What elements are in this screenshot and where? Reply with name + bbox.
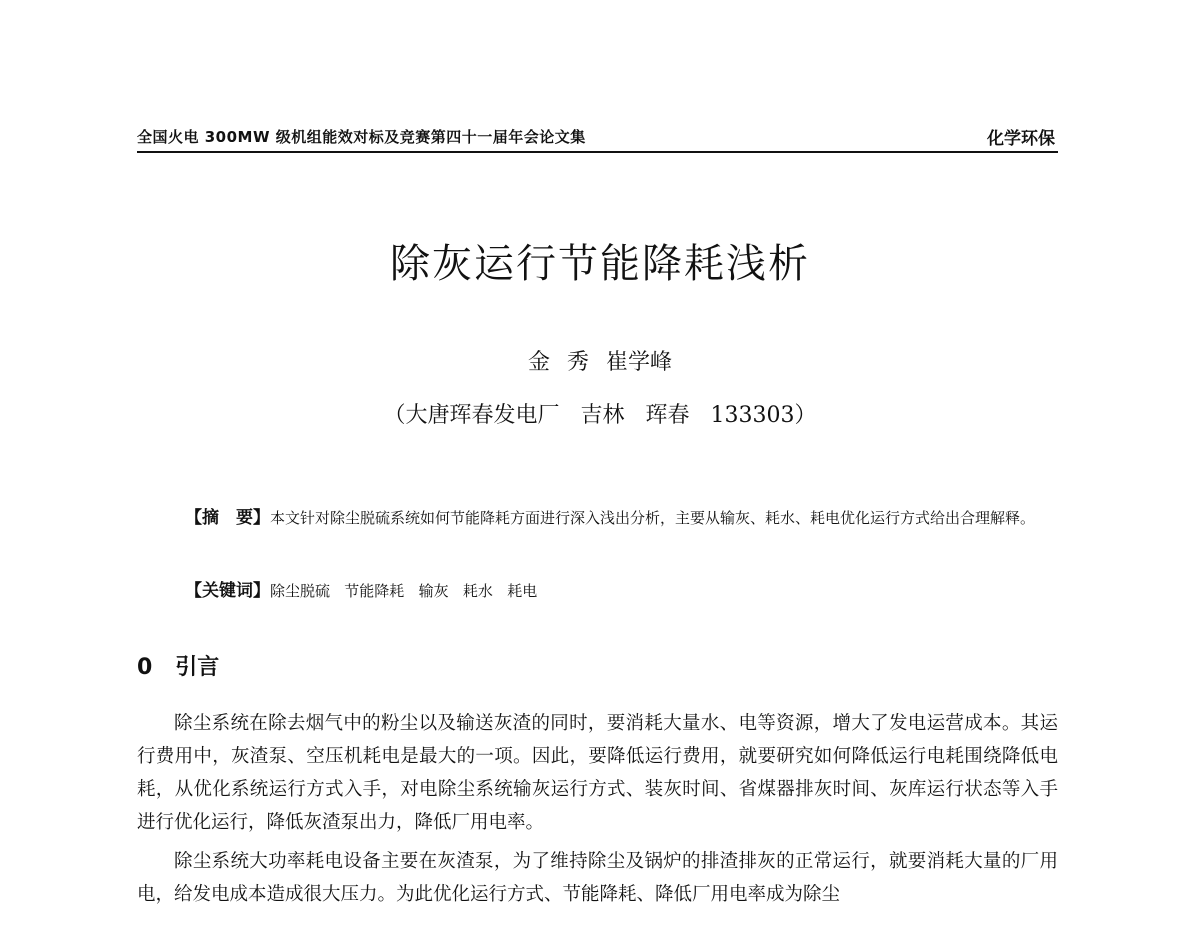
keywords-label: 【关键词】 [185,581,270,601]
running-header-left: 全国火电 300MW 级机组能效对标及竞赛第四十一届年会论文集 [137,128,586,146]
section-heading [137,650,219,681]
paper-authors: 金 秀 崔学峰 [528,350,672,375]
section-number: 0 [137,655,153,680]
running-header-right: 化学环保 [987,129,1055,149]
paragraph: 除尘系统在除去烟气中的粉尘以及输送灰渣的同时，要消耗大量水、电等资源，增大了发电运营成本。其运行费用中，灰渣泵、空压机耗电是最大的一项。因此，要降低运行费用，就要研究如何降低运行电耗围绕降低电耗，从优化系统运行方式入手，对电除尘系统输灰运行方式、装灰时间、省煤器排灰时间、灰库运行状态等入手进行优化运行，降低灰渣泵出力，降低厂用电率。 [137,713,1058,833]
paper-affiliation: （大唐珲春发电厂 吉林 珲春 133303） [383,403,817,428]
abstract-label: 【摘 要】 [185,508,270,528]
section-title: 引言 [175,655,220,680]
abstract [137,500,1058,537]
keywords [185,576,537,601]
header-rule [137,151,1058,153]
abstract-text: 本文针对除尘脱硫系统如何节能降耗方面进行深入浅出分析，主要从输灰、耗水、耗电优化运行方式给出合理解释。 [270,509,1036,527]
paper-title: 除灰运行节能降耗浅析 [390,241,810,287]
body-text [137,707,1058,917]
paragraph: 除尘系统大功率耗电设备主要在灰渣泵，为了维持除尘及锅炉的排渣排灰的正常运行，就要消耗大量的厂用电，给发电成本造成很大压力。为此优化运行方式、节能降耗、降低厂用电率成为除尘 [137,851,1058,905]
keywords-text: 除尘脱硫 节能降耗 输灰 耗水 耗电 [270,582,538,600]
